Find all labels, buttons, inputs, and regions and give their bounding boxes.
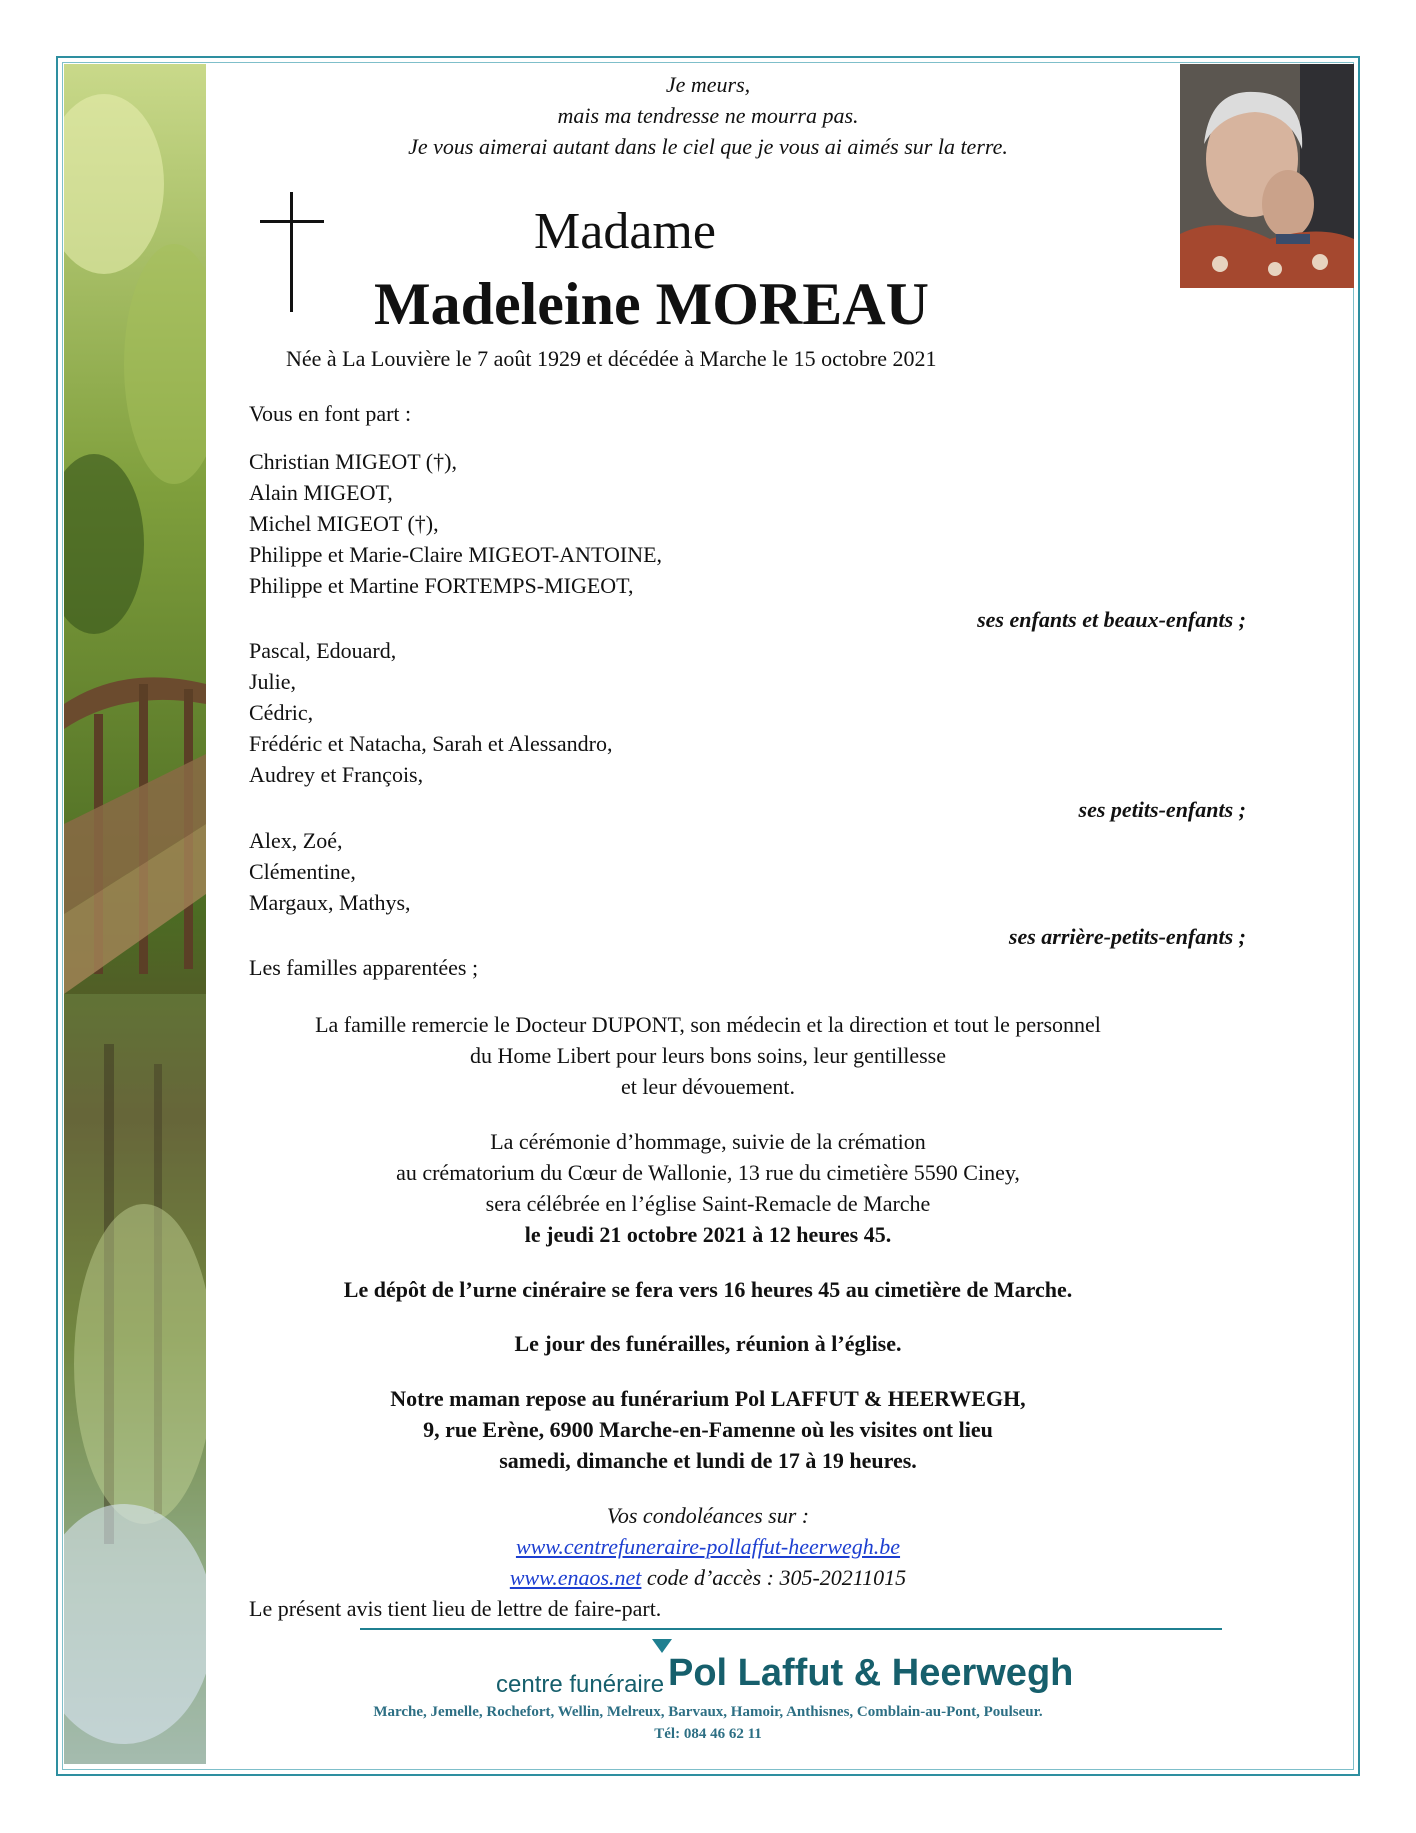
church-meeting: Le jour des funérailles, réunion à l’église. [514, 1331, 902, 1356]
notice-line: Le présent avis tient lieu de lettre de faire-part. [249, 1596, 662, 1621]
family-name: Michel MIGEOT (†), [249, 511, 439, 536]
family-name: Cédric, [249, 700, 314, 725]
poem-line-1: Je meurs, [665, 72, 751, 97]
family-name: Frédéric et Natacha, Sarah et Alessandro, [249, 731, 613, 756]
ceremony-date: le jeudi 21 octobre 2021 à 12 heures 45. [524, 1222, 892, 1247]
access-code: code d’accès : 305-20211015 [641, 1565, 907, 1590]
thanks-line-1: La famille remercie le Docteur DUPONT, son médecin et la direction et tout le personnel [315, 1012, 1101, 1037]
family-name: Pascal, Edouard, [249, 638, 397, 663]
logo-towns: Marche, Jemelle, Rochefort, Wellin, Melreux, Barvaux, Hamoir, Anthisnes, Comblain-au-Pont, Poulseur. [373, 1704, 1043, 1720]
role-children: ses enfants et beaux-enfants ; [977, 607, 1246, 632]
family-name: Philippe et Martine FORTEMPS-MIGEOT, [249, 573, 634, 598]
rest-line-3: samedi, dimanche et lundi de 17 à 19 heures. [499, 1448, 917, 1473]
condolences-link-row [0, 1532, 1416, 1562]
ceremony-line-2: au crématorium du Cœur de Wallonie, 13 rue du cimetière 5590 Ciney, [396, 1160, 1020, 1185]
logo-brand-name: Pol Laffut & Heerwegh [668, 1652, 1074, 1694]
thanks-line-3: et leur dévouement. [620, 1074, 796, 1099]
role-great-grandchildren: ses arrière-petits-enfants ; [1008, 924, 1246, 949]
logo-small-text: centre funéraire [496, 1671, 665, 1698]
rest-line-1: Notre maman repose au funérarium Pol LAFFUT & HEERWEGH, [390, 1386, 1026, 1411]
related-families: Les familles apparentées ; [249, 955, 479, 980]
birth-death-dates: Née à La Louvière le 7 août 1929 et décédée à Marche le 15 octobre 2021 [286, 346, 937, 371]
intro-line: Vous en font part : [249, 401, 412, 426]
enaos-link[interactable]: www.enaos.net [509, 1565, 642, 1590]
cross-icon [254, 192, 334, 312]
role-grandchildren: ses petits-enfants ; [1078, 797, 1246, 822]
ceremony-line-3: sera célébrée en l’église Saint-Remacle de Marche [485, 1191, 931, 1216]
urn-deposit: Le dépôt de l’urne cinéraire se fera vers 16 heures 45 au cimetière de Marche. [343, 1277, 1073, 1302]
logo-rule [360, 1628, 1222, 1630]
family-name: Julie, [249, 669, 297, 694]
thanks-line-2: du Home Libert pour leurs bons soins, leur gentillesse [470, 1043, 946, 1068]
rest-line-2: 9, rue Erène, 6900 Marche-en-Famenne où les visites ont lieu [423, 1417, 993, 1442]
ceremony-line-1: La cérémonie d’hommage, suivie de la crémation [490, 1129, 926, 1154]
deceased-name: Madeleine MOREAU [374, 271, 929, 337]
family-name: Alex, Zoé, [249, 828, 343, 853]
poem-line-2: mais ma tendresse ne mourra pas. [557, 103, 859, 128]
logo-phone: Tél: 084 46 62 11 [654, 1726, 762, 1742]
family-name: Margaux, Mathys, [249, 890, 411, 915]
condolences-label: Vos condoléances sur : [606, 1503, 810, 1528]
family-name: Alain MIGEOT, [249, 480, 393, 505]
funeral-center-link[interactable]: www.centrefuneraire-pollaffut-heerwegh.be [515, 1534, 901, 1559]
poem-line-3: Je vous aimerai autant dans le ciel que je vous ai aimés sur la terre. [408, 134, 1008, 159]
honorific: Madame [534, 203, 716, 260]
family-name: Audrey et François, [249, 762, 424, 787]
family-name: Philippe et Marie-Claire MIGEOT-ANTOINE, [249, 542, 663, 567]
family-name: Christian MIGEOT (†), [249, 449, 457, 474]
family-name: Clémentine, [249, 859, 356, 884]
enaos-row [0, 1563, 1416, 1593]
